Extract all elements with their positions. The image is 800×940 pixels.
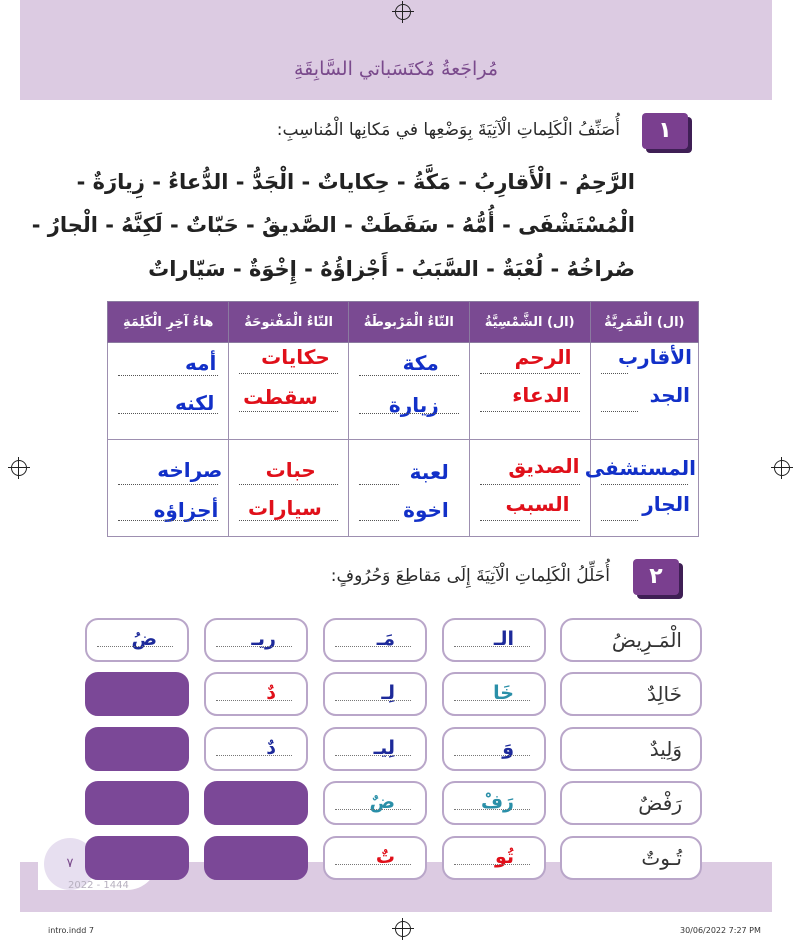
page-title: مُراجَعةُ مُكتَسَباتي السَّابِقَةِ <box>293 58 498 80</box>
answer-word[interactable]: حكايات <box>261 345 330 369</box>
table-cell <box>348 440 469 537</box>
syllable-box[interactable]: دٌ <box>204 727 308 771</box>
answer-word[interactable]: الدعاء <box>512 383 570 407</box>
answer-word[interactable]: الجد <box>649 383 690 407</box>
table-cell <box>348 343 469 440</box>
disabled-box <box>85 727 189 771</box>
exercise-2-instruction: أُحَلِّلُ الْكَلِماتِ الْآتِيَةَ إِلَى مَقاطِعَ وَحُرُوفٍ: <box>330 566 610 586</box>
answer-word[interactable]: الرحم <box>514 345 572 369</box>
table-cell <box>108 343 229 440</box>
registration-mark-icon <box>395 921 411 937</box>
table-cell <box>229 440 348 537</box>
word-list-line-2: الْمُسْتَشْفَى - أُمُّهُ - سَقَطَتْ - الصَّديقُ - حَبّاتٌ - لَكِنَّهُ - الْجارُ - <box>31 213 635 237</box>
answer-word[interactable]: سيارات <box>248 496 322 520</box>
disabled-box <box>204 781 308 825</box>
answer-word[interactable]: اخوة <box>403 498 449 522</box>
table-header-taa-maftuha: التّاءُ الْمَفْتوحَةُ <box>229 302 348 343</box>
table-cell <box>108 440 229 537</box>
syllable-box[interactable]: ريـ <box>204 618 308 662</box>
registration-mark-icon <box>11 460 27 476</box>
footer-year: 2022 - 1444 <box>68 880 129 891</box>
table-cell <box>229 343 348 440</box>
syllable-box[interactable]: ضُ <box>85 618 189 662</box>
classification-table <box>107 301 699 537</box>
print-timestamp: 30/06/2022 7:27 PM <box>680 926 761 935</box>
disabled-box <box>85 836 189 880</box>
disabled-box <box>85 781 189 825</box>
exercise-1-instruction: أُصَنِّفُ الْكَلِماتِ الْآتِيَةَ بِوَضْعِها في مَكانِها الْمُناسِبِ: <box>276 120 620 140</box>
answer-word[interactable]: أجزاؤه <box>153 498 219 522</box>
answer-word[interactable]: المستشفى <box>584 456 696 480</box>
answer-word[interactable]: حبات <box>265 458 316 482</box>
table-row <box>108 343 699 440</box>
syllable-box[interactable]: ضٌ <box>323 781 427 825</box>
syllable-box[interactable]: وَ <box>442 727 546 771</box>
word-pill: الْمَـرِيضُ <box>560 618 702 662</box>
syllable-box[interactable]: لِـ <box>323 672 427 716</box>
disabled-box <box>85 672 189 716</box>
table-header-lunar-al: (ال) الْقَمَرِيَّةُ <box>590 302 698 343</box>
word-pill: خَالِدٌ <box>560 672 702 716</box>
page-number: ٧ <box>44 838 96 890</box>
word-pill: تُـوتٌ <box>560 836 702 880</box>
syllable-box[interactable]: تُو <box>442 836 546 880</box>
table-cell <box>584 440 698 537</box>
exercise-1-number-badge: ١ <box>642 113 688 149</box>
answer-word[interactable]: صراخه <box>157 458 223 482</box>
registration-mark-icon <box>774 460 790 476</box>
file-slug: intro.indd 7 <box>48 926 94 935</box>
word-pill: رَفْضٌ <box>560 781 702 825</box>
word-list-line-3: صُراخُهُ - لُعْبَةٌ - السَّبَبُ - أَجْزاؤُهُ - إِخْوَةٌ - سَيّاراتٌ <box>148 257 635 281</box>
answer-word[interactable]: الأقارب <box>618 345 692 369</box>
table-header-solar-al: (ال) الشَّمْسِيَّةُ <box>469 302 590 343</box>
exercise-2-number-badge: ٢ <box>633 559 679 595</box>
syllable-box[interactable]: الـ <box>442 618 546 662</box>
table-row <box>108 440 699 537</box>
word-list-line-1: الرَّحِمُ - الْأَقارِبُ - مَكَّةُ - حِكاياتٌ - الْجَدُّ - الدُّعاءُ - زِيارَةٌ - <box>76 170 635 194</box>
table-header-taa-marbuta: التّاءُ الْمَرْبوطَةُ <box>348 302 469 343</box>
word-pill: وَلِيدٌ <box>560 727 702 771</box>
table-cell <box>590 343 698 440</box>
answer-word[interactable]: الصديق <box>508 454 580 478</box>
answer-word[interactable]: الجار <box>642 492 690 516</box>
answer-word[interactable]: مكة <box>402 351 439 375</box>
table-header-final-haa: هاءُ آخِرِ الْكَلِمَةِ <box>108 302 229 343</box>
answer-word[interactable]: لكنه <box>174 391 215 415</box>
answer-word[interactable]: لعبة <box>409 460 449 484</box>
syllable-box[interactable]: لِيـ <box>323 727 427 771</box>
answer-word[interactable]: سقطت <box>243 385 318 409</box>
table-cell <box>469 440 590 537</box>
answer-word[interactable]: أمه <box>185 351 217 375</box>
answer-word[interactable]: زيارة <box>388 393 439 417</box>
answer-word[interactable]: السبب <box>505 492 570 516</box>
syllable-box[interactable]: رَفْ <box>442 781 546 825</box>
syllable-box[interactable]: خَا <box>442 672 546 716</box>
syllable-box[interactable]: دٌ <box>204 672 308 716</box>
registration-mark-icon <box>395 4 411 20</box>
syllable-box[interactable]: تٌ <box>323 836 427 880</box>
disabled-box <box>204 836 308 880</box>
syllable-box[interactable]: مَـ <box>323 618 427 662</box>
table-cell <box>469 343 590 440</box>
